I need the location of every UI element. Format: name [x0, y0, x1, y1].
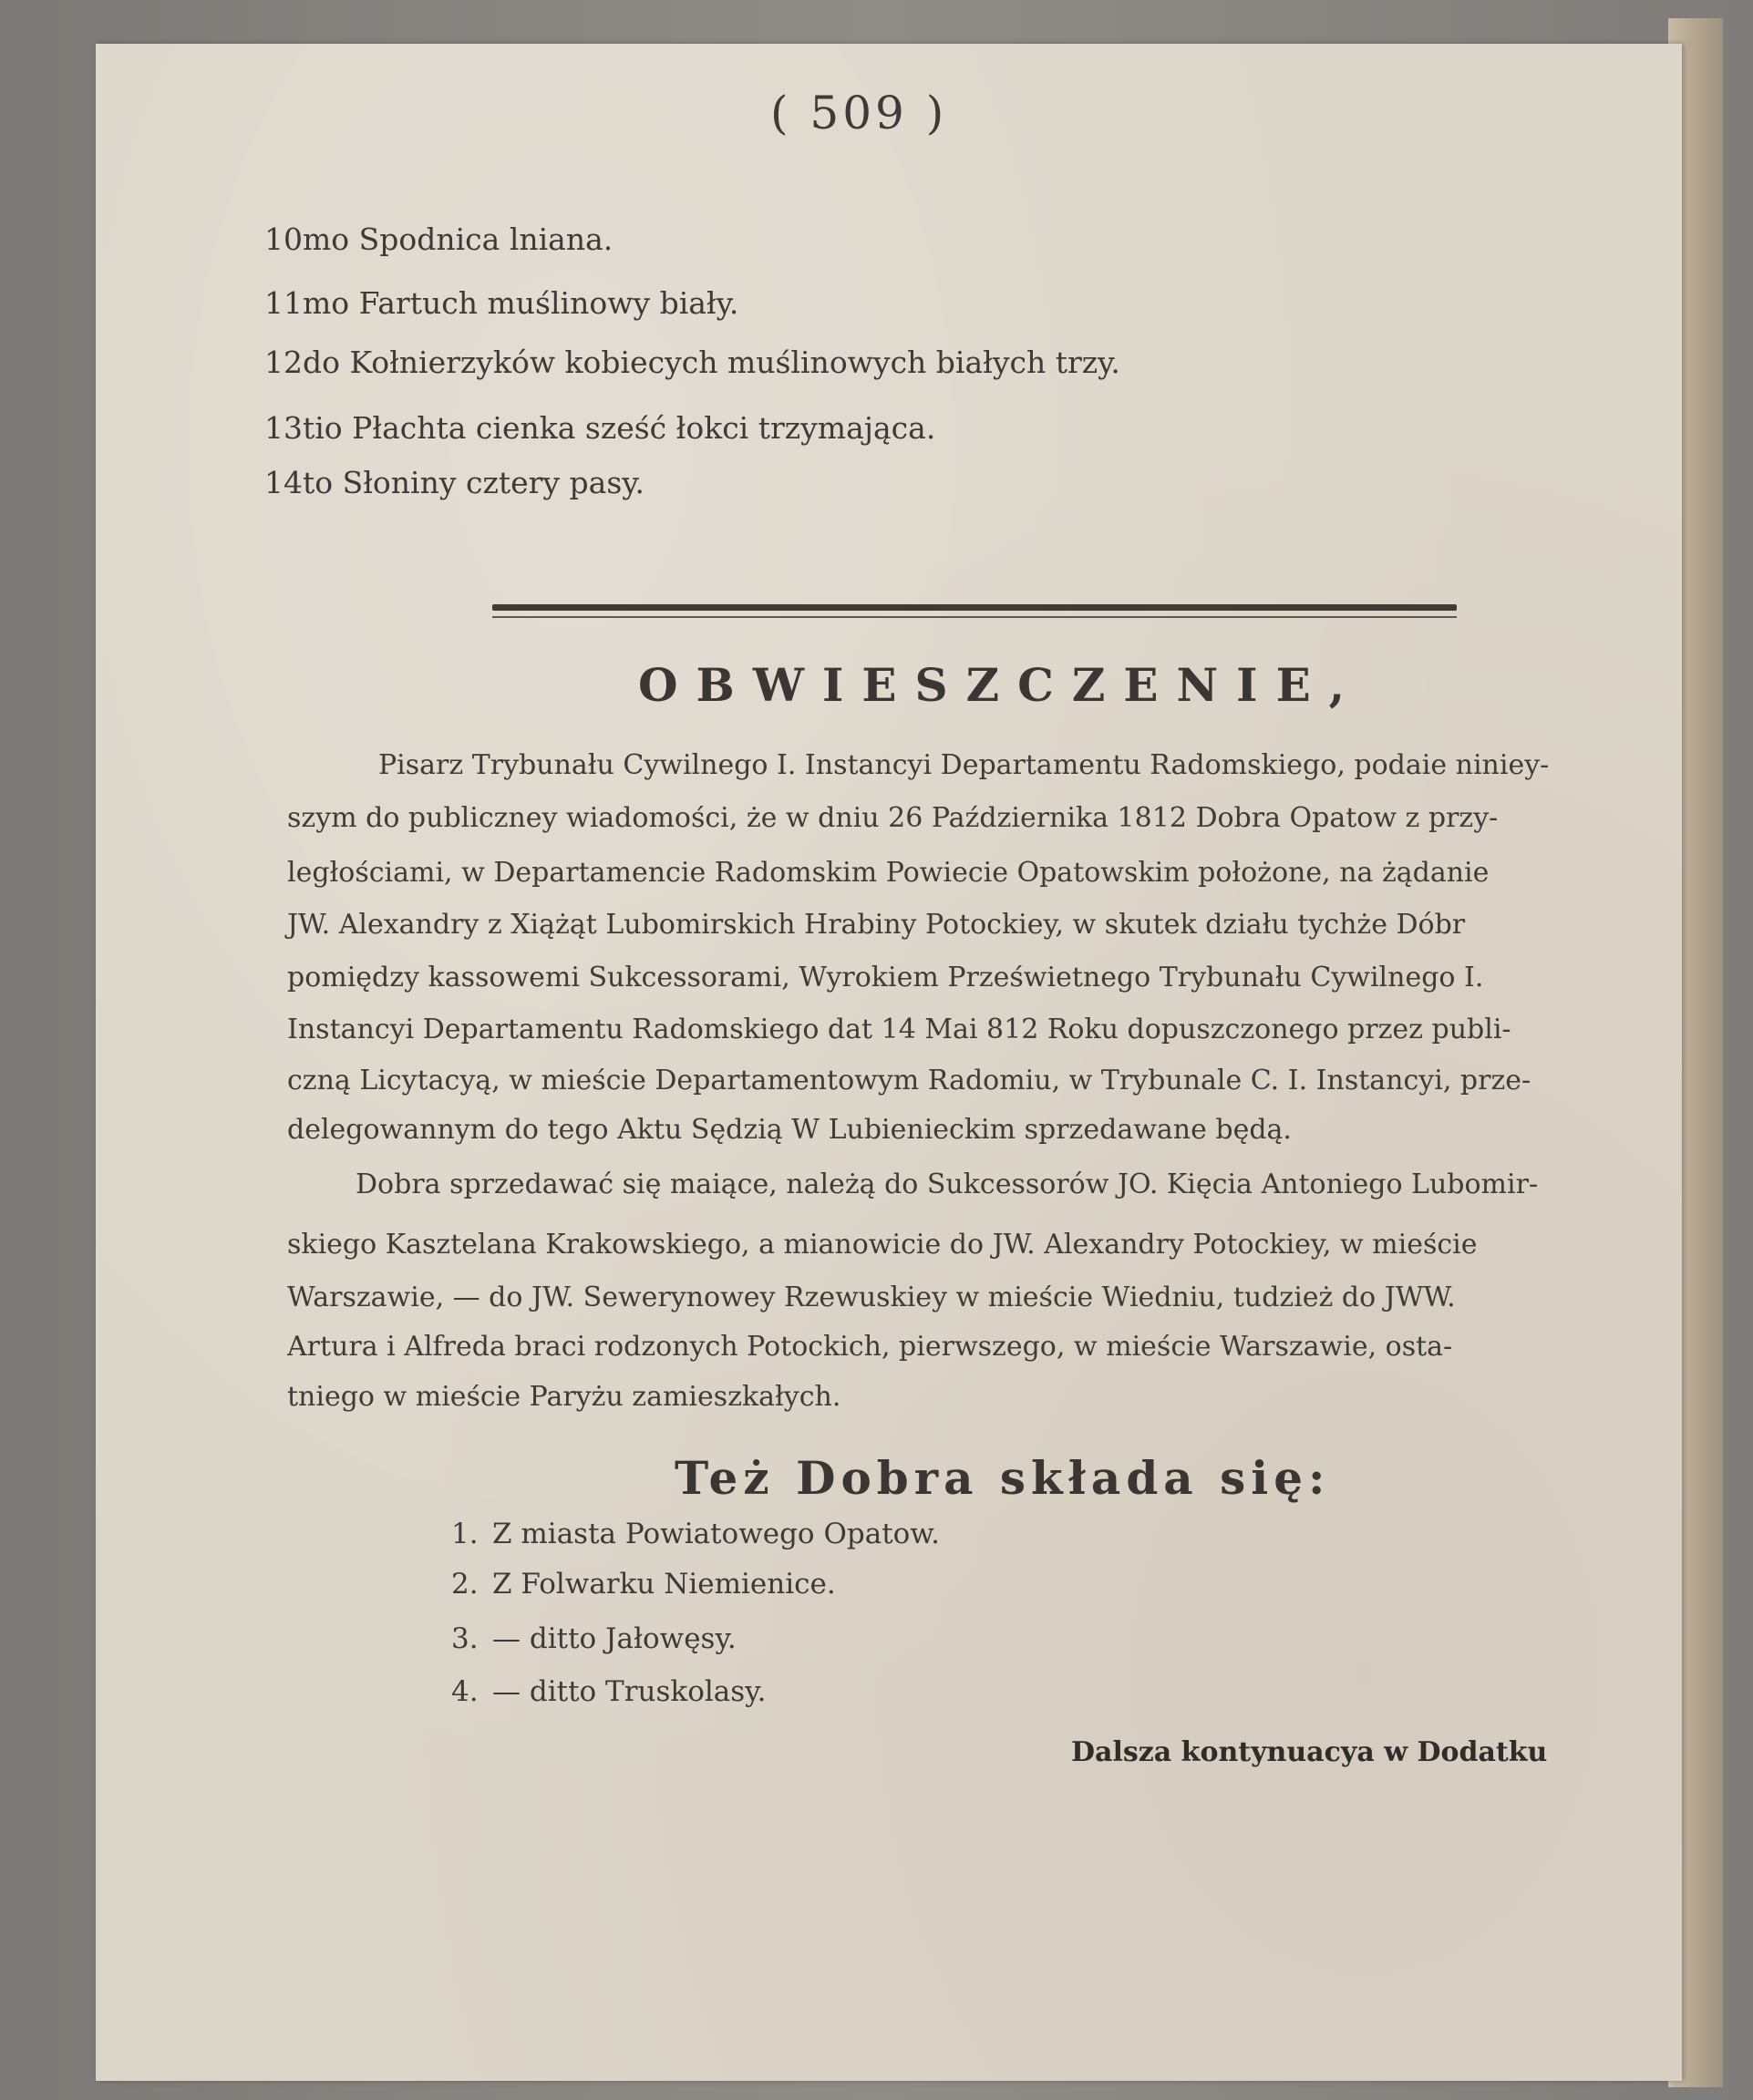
paragraph-line: pomiędzy kassowemi Sukcessorami, Wyrokiem Prześwietnego Trybunału Cywilnego I. [287, 962, 1484, 993]
estate-item-number: 3. [451, 1622, 479, 1655]
estate-item-number: 4. [451, 1675, 479, 1708]
estate-item-text: — ditto Jałowęsy. [492, 1622, 737, 1655]
list-item: 11mo Fartuch muślinowy biały. [264, 285, 739, 321]
paragraph-line: tniego w mieście Paryżu zamieszkałych. [287, 1381, 841, 1413]
estate-item-number: 1. [451, 1518, 479, 1550]
list-item: 14to Słoniny cztery pasy. [264, 465, 645, 500]
paragraph-line: Artura i Alfreda braci rodzonych Potockich, pierwszego, w mieście Warszawie, osta- [287, 1331, 1453, 1363]
paragraph-line: Instancyi Departamentu Radomskiego dat 14 Mai 812 Roku dopuszczonego przez publi- [287, 1014, 1511, 1045]
paragraph-line: Dobra sprzedawać się maiące, należą do Sukcessorów JO. Kięcia Antoniego Lubomir- [356, 1168, 1539, 1200]
paragraph-line: ległościami, w Departamencie Radomskim Powiecie Opatowskim położone, na żądanie [287, 857, 1490, 889]
list-item: 10mo Spodnica lniana. [264, 221, 614, 257]
section-divider-thin [492, 616, 1457, 618]
paragraph-line: czną Licytacyą, w mieście Departamentowym Radomiu, w Trybunale C. I. Instancyi, prze- [287, 1065, 1531, 1096]
list-item: 12do Kołnierzyków kobiecych muślinowych białych trzy. [264, 345, 1120, 380]
paragraph-line: delegowannym do tego Aktu Sędzią W Lubienieckim sprzedawane będą. [287, 1114, 1292, 1146]
paragraph-line: JW. Alexandry z Xiążąt Lubomirskich Hrabiny Potockiey, w skutek działu tychże Dóbr [287, 909, 1466, 941]
estate-item-text: — ditto Truskolasy. [492, 1675, 767, 1708]
estate-item-number: 2. [451, 1568, 479, 1601]
continuation-note: Dalsza kontynuacya w Dodatku [1071, 1736, 1548, 1768]
page-number: ( 509 ) [770, 87, 948, 139]
paragraph-line: szym do publiczney wiadomości, że w dniu 26 Października 1812 Dobra Opatow z przy- [287, 802, 1499, 834]
section-divider [492, 604, 1457, 611]
notice-heading: OBWIESZCZENIE, [638, 658, 1364, 712]
paragraph-line: skiego Kasztelana Krakowskiego, a mianowicie do JW. Alexandry Potockiey, w mieście [287, 1229, 1478, 1261]
estate-subheading: Też Dobra składa się: [675, 1451, 1331, 1505]
list-item: 13tio Płachta cienka sześć łokci trzymająca. [264, 410, 936, 446]
estate-item-text: Z Folwarku Niemienice. [492, 1568, 836, 1601]
paragraph-line: Pisarz Trybunału Cywilnego I. Instancyi Departamentu Radomskiego, podaie niniey- [378, 749, 1550, 781]
estate-item-text: Z miasta Powiatowego Opatow. [492, 1518, 941, 1550]
paragraph-line: Warszawie, — do JW. Sewerynowey Rzewuskiey w mieście Wiedniu, tudzież do JWW. [287, 1282, 1456, 1313]
